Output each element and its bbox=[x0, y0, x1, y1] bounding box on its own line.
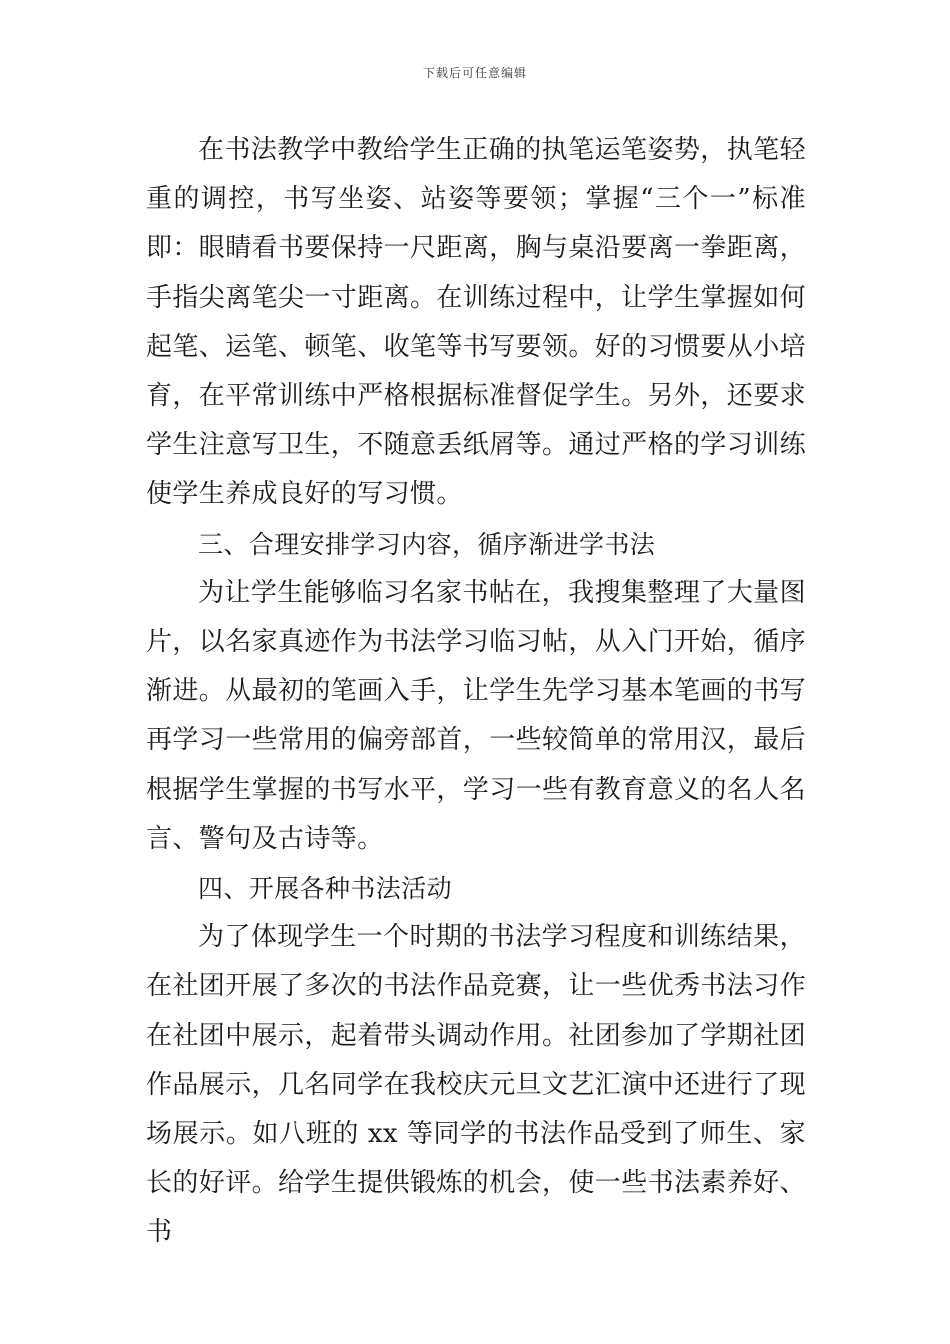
header-note: 下载后可任意编辑 bbox=[422, 66, 527, 80]
paragraph-calligraphy-activities: 为了体现学生一个时期的书法学习程度和训练结果，在社团开展了多次的书法作品竞赛，让一些优秀书法习作在社团中展示，起着带头调动作用。社团参加了学期社团作品展示，几名同学在我校庆元旦文艺汇演中还进行了现场展示。如八班的 xx 等同学的书法作品受到了师生、家长的好评。给学生提供锻炼的机会，使一些书法素养好、书 bbox=[146, 922, 807, 1248]
paragraph-learning-content: 为让学生能够临习名家书帖在，我搜集整理了大量图片，以名家真迹作为书法学习临习帖，从入门开始，循序渐进。从最初的笔画入手，让学生先学习基本笔画的书写再学习一些常用的偏旁部首，一些较简单的常用汉，最后根据学生掌握的书写水平，学习一些有教育意义的名人名言、警句及古诗等。 bbox=[146, 577, 807, 854]
paragraph-handwriting-habits: 在书法教学中教给学生正确的执笔运笔姿势，执笔轻重的调控，书写坐姿、站姿等要领；掌握“三个一”标准即：眼睛看书要保持一尺距离，胸与桌沿要离一拳距离，手指尖离笔尖一寸距离。在训练过程中，让学生掌握如何起笔、运笔、顿笔、收笔等书写要领。好的习惯要从小培育，在平常训练中严格根据标准督促学生。另外，还要求学生注意写卫生，不随意丢纸屑等。通过严格的学习训练使学生养成良好的写习惯。 bbox=[146, 135, 807, 510]
section-heading-three: 三、合理安排学习内容，循序渐进学书法 bbox=[198, 529, 656, 559]
section-heading-four: 四、开展各种书法活动 bbox=[198, 874, 453, 904]
document-body bbox=[146, 126, 806, 1258]
